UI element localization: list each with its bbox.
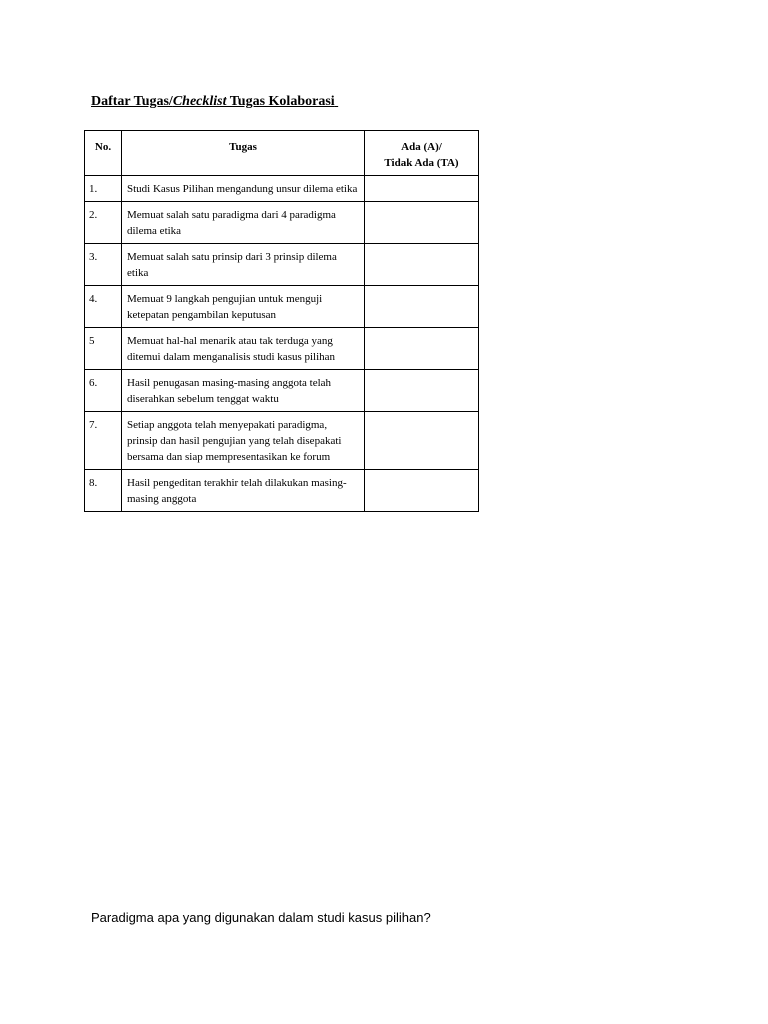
row-task: Setiap anggota telah menyepakati paradigma, prinsip dan hasil pengujian yang telah disepakati bersama dan siap mempresentasikan ke forum: [122, 412, 365, 470]
row-check-cell[interactable]: [365, 328, 479, 370]
table-row: [85, 470, 479, 512]
title-text-2: Tugas Kolaborasi: [226, 94, 335, 109]
row-check-cell[interactable]: [365, 202, 479, 244]
row-task: Memuat salah satu paradigma dari 4 paradigma dilema etika: [122, 202, 365, 244]
title-text-italic: Checklist: [172, 94, 227, 109]
row-task: Hasil pengeditan terakhir telah dilakukan masing-masing anggota: [122, 470, 365, 512]
row-check-cell[interactable]: [365, 470, 479, 512]
row-check-cell[interactable]: [365, 244, 479, 286]
question-text: Paradigma apa yang digunakan dalam studi kasus pilihan?: [91, 910, 431, 925]
title-text-1: Daftar Tugas/: [91, 94, 173, 109]
row-check-cell[interactable]: [365, 370, 479, 412]
row-task: Memuat salah satu prinsip dari 3 prinsip dilema etika: [122, 244, 365, 286]
row-task: Studi Kasus Pilihan mengandung unsur dilema etika: [122, 176, 365, 202]
row-number: 6.: [85, 370, 122, 412]
row-number: 5: [85, 328, 122, 370]
table-header-row: [85, 131, 479, 176]
row-task: Hasil penugasan masing-masing anggota telah diserahkan sebelum tenggat waktu: [122, 370, 365, 412]
header-ada-line1: Ada (A)/: [401, 141, 442, 153]
header-tugas: Tugas: [122, 131, 365, 176]
row-number: 8.: [85, 470, 122, 512]
row-number: 4.: [85, 286, 122, 328]
table-row: [85, 328, 479, 370]
row-task: Memuat 9 langkah pengujian untuk menguji ketepatan pengambilan keputusan: [122, 286, 365, 328]
header-no: No.: [85, 131, 122, 176]
table-row: [85, 412, 479, 470]
table-row: [85, 202, 479, 244]
row-number: 7.: [85, 412, 122, 470]
table-row: [85, 286, 479, 328]
table-row: [85, 370, 479, 412]
header-ada-line2: Tidak Ada (TA): [384, 157, 459, 169]
row-check-cell[interactable]: [365, 286, 479, 328]
table-row: [85, 176, 479, 202]
row-check-cell[interactable]: [365, 176, 479, 202]
checklist-table: [84, 130, 479, 512]
row-number: 1.: [85, 176, 122, 202]
table-row: [85, 244, 479, 286]
row-number: 3.: [85, 244, 122, 286]
header-ada: [365, 131, 479, 176]
row-number: 2.: [85, 202, 122, 244]
row-check-cell[interactable]: [365, 412, 479, 470]
document-title: [91, 94, 338, 110]
row-task: Memuat hal-hal menarik atau tak terduga yang ditemui dalam menganalisis studi kasus pilihan: [122, 328, 365, 370]
